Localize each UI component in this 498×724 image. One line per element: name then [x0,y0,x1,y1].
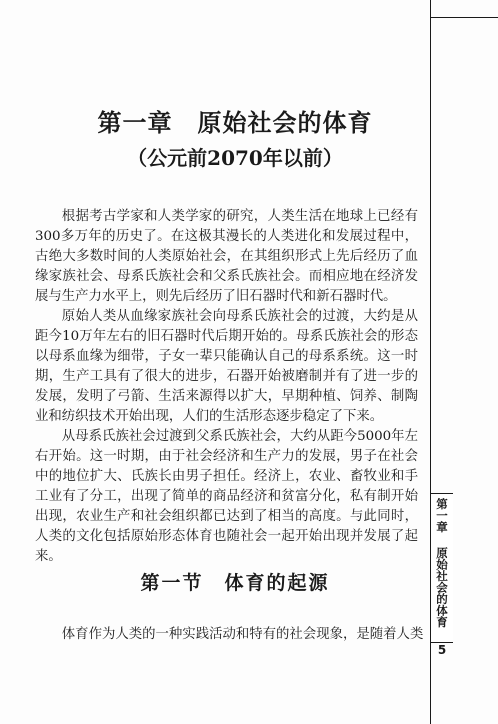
page-number: 5 [437,643,447,657]
body-text [35,207,418,567]
side-tab-label [431,498,453,627]
header-rule [430,17,498,18]
paragraph: 从母系氏族社会过渡到父系氏族社会，大约从距今5000年左右开始。这一时期，由于社会经济和生产力的发展，男子在社会中的地位扩大、氏族长由男子担任。经济上，农业、畜牧业和手工业有了分工，出现了简单的商品经济和贫富分化，私有制开始出现，农业生产和社会组织都已达到了相当的高度。与此同时，人类的文化包括原始形态体育也随社会一起开始出现并发展了起来。 [35,429,418,564]
chapter-title: 第一章 原始社会的体育 [97,108,373,137]
section-body [35,625,424,645]
paragraph: 根据考古学家和人类学家的研究，人类生活在地球上已经有300多万年的历史了。在这极其漫长的人类进化和发展过程中，古绝大多数时间的人类原始社会，在其组织形式上先后经历了血缘家族社会、母系氏族社会和父系氏族社会。而相应地在经济发展与生产力水平上，则先后经历了旧石器时代和新石器时代。 [35,209,418,304]
side-tab-chapter-name: 原始社会的体育 [435,546,449,627]
section-title: 第一节 体育的起源 [140,572,330,594]
paragraph: 体育作为人类的一种实践活动和特有的社会现象，是随着人类 [61,627,424,642]
side-tab-chapter: 第一章 [435,498,449,533]
paragraph: 原始人类从血缘家族社会向母系氏族社会的过渡，大约是从距今10万年左右的旧石器时代后期开始的。母系氏族社会的形态以母系血缘为细带，子女一辈只能确认自己的母系系统。这一时期，生产工具有了很大的进步，石器开始被磨制并有了进一步的发展，发明了弓箭、生活来源得以扩大，早期种植、饲养、制陶业和纺织技术开始出现，人们的生活形态逐步稳定了下来。 [35,309,418,424]
chapter-subtitle: （公元前2070年以前） [127,146,343,170]
